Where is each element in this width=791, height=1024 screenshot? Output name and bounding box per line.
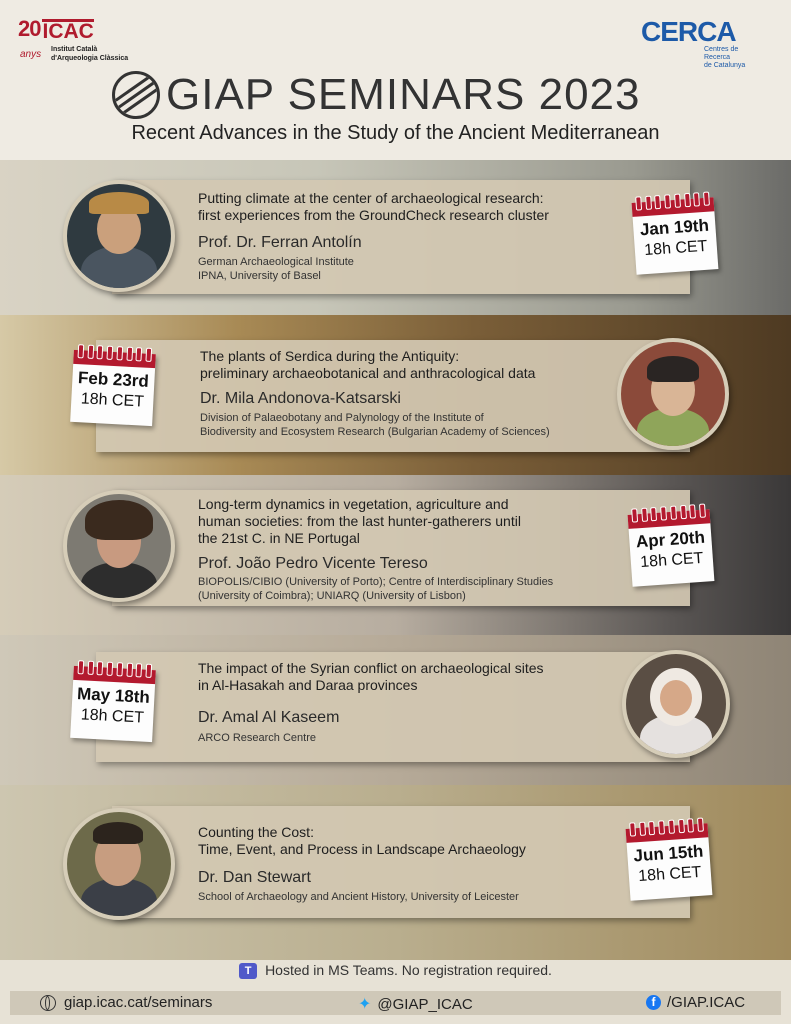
speaker-name: Dr. Mila Andonova-Katsarski	[200, 390, 401, 407]
speaker-affiliation: Division of Palaeobotany and Palynology of the Institute of Biodiversity and Ecosystem Research (Bulgarian Academy of Sciences)	[200, 412, 550, 438]
seminar-time: 18h CET	[639, 549, 704, 572]
date-calendar	[626, 823, 713, 901]
speaker-photo	[63, 808, 175, 920]
icac-anys: anys	[20, 49, 42, 60]
speaker-name: Dr. Amal Al Kaseem	[198, 709, 340, 726]
seminar-time: 18h CET	[80, 390, 145, 411]
facebook-icon: f	[646, 995, 661, 1010]
talk-title: Putting climate at the center of archaeological research: first experiences from the GroundCheck research cluster	[198, 190, 549, 223]
icac-number: 20	[18, 16, 41, 41]
speaker-affiliation: School of Archaeology and Ancient History, University of Leicester	[198, 891, 519, 903]
ms-teams-icon: T	[239, 963, 257, 979]
seminar-time: 18h CET	[643, 237, 708, 260]
cerca-word: CERCA	[641, 16, 736, 47]
footer-bar	[10, 991, 781, 1015]
speaker-affiliation: ARCO Research Centre	[198, 732, 316, 744]
icac-mark: ICAC	[42, 20, 94, 43]
twitter-icon: ✦	[358, 996, 372, 1013]
talk-title: Counting the Cost: Time, Event, and Process in Landscape Archaeology	[198, 824, 526, 857]
seminar-date: Apr 20th	[635, 527, 706, 552]
page-title: GIAP SEMINARS 2023	[166, 70, 641, 119]
seminar-date: May 18th	[76, 684, 151, 707]
seminar-time: 18h CET	[80, 706, 145, 727]
date-calendar	[632, 197, 719, 275]
seminar-date: Jan 19th	[639, 215, 710, 240]
page-subtitle: Recent Advances in the Study of the Ancient Mediterranean	[131, 122, 660, 144]
title-row	[112, 70, 692, 120]
website-link[interactable]: giap.icac.cat/seminars	[40, 994, 212, 1011]
seminar-date: Feb 23rd	[77, 368, 150, 391]
icac-name: Institut Català d'Arqueologia Clàssica	[51, 46, 129, 62]
speaker-name: Prof. Dr. Ferran Antolín	[198, 234, 362, 251]
speaker-photo	[63, 490, 175, 602]
seminar-date: Jun 15th	[632, 841, 704, 866]
date-calendar	[628, 509, 715, 587]
date-calendar	[70, 666, 156, 742]
header	[0, 0, 791, 160]
speaker-affiliation: German Archaeological Institute IPNA, University of Basel	[198, 256, 354, 282]
hosting-note: T Hosted in MS Teams. No registration required.	[0, 962, 791, 979]
speaker-photo	[63, 180, 175, 292]
giap-logo-icon	[112, 71, 160, 119]
speaker-name: Dr. Dan Stewart	[198, 869, 311, 886]
speaker-affiliation: BIOPOLIS/CIBIO (University of Porto); Centre of Interdisciplinary Studies (University of Coimbra); UNIARQ (University of Lisbon)	[198, 576, 554, 602]
talk-title: Long-term dynamics in vegetation, agriculture and human societies: from the last hunter-gatherers until the 21st C. in NE Portugal	[198, 496, 521, 546]
calendar-rings-icon	[78, 344, 153, 360]
talk-title: The plants of Serdica during the Antiquity: preliminary archaeobotanical and anthracological data	[200, 348, 536, 381]
twitter-link[interactable]: ✦ @GIAP_ICAC	[358, 995, 473, 1013]
date-calendar	[70, 350, 156, 426]
icac-logo[interactable]	[18, 16, 138, 66]
speaker-photo	[622, 650, 730, 758]
cerca-subtitle: Centres de Recerca de Catalunya	[704, 46, 746, 69]
globe-icon	[40, 995, 56, 1011]
speaker-photo	[617, 338, 729, 450]
speaker-name: Prof. João Pedro Vicente Tereso	[198, 555, 428, 572]
facebook-link[interactable]: f /GIAP.ICAC	[646, 994, 745, 1011]
calendar-rings-icon	[78, 660, 153, 676]
cerca-logo[interactable]	[641, 16, 751, 69]
seminar-time: 18h CET	[637, 863, 702, 886]
talk-title: The impact of the Syrian conflict on archaeological sites in Al-Hasakah and Daraa provinces	[198, 660, 544, 693]
